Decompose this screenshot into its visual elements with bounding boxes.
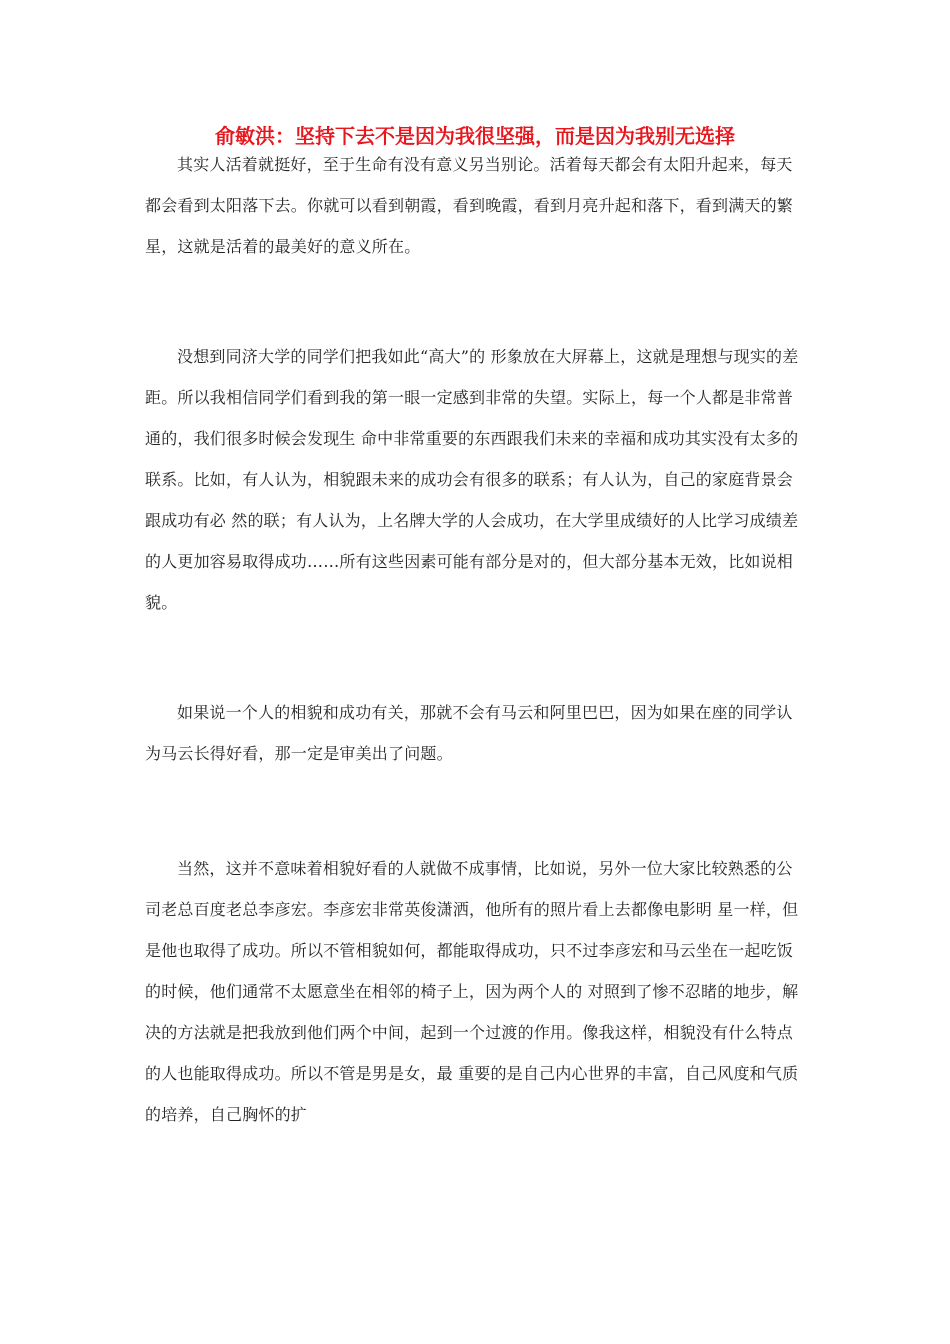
- paragraph-1: 其实人活着就挺好，至于生命有没有意义另当别论。活着每天都会有太阳升起来，每天都会看到太阳落下去。你就可以看到朝霞，看到晚霞，看到月亮升起和落下，看到满天的繁星，这就是活着的最美好的意义所在。: [145, 155, 794, 256]
- paragraph-3: 如果说一个人的相貌和成功有关，那就不会有马云和阿里巴巴，因为如果在座的同学认为马云长得好看，那一定是审美出了问题。: [145, 703, 793, 763]
- article-title: 俞敏洪：坚持下去不是因为我很坚强，而是因为我别无选择: [215, 124, 735, 148]
- paragraph-4: 当然，这并不意味着相貌好看的人就做不成事情，比如说，另外一位大家比较熟悉的公司老总百度老总李彦宏。李彦宏非常英俊潇洒，他所有的照片看上去都像电影明 星一样，但是他也取得了成功。所以不管相貌如何，都能取得成功，只不过李彦宏和马云坐在一起吃饭的时候，他们通常不太愿意坐在相邻的椅子上，因为两个人的 对照到了惨不忍睹的地步，解决的方法就是把我放到他们两个中间，起到一个过渡的作用。像我这样，相貌没有什么特点的人也能取得成功。所以不管是男是女，最 重要的是自己内心世界的丰富，自己风度和气质的培养，自己胸怀的扩: [145, 859, 799, 1124]
- paragraph-2: 没想到同济大学的同学们把我如此“高大”的 形象放在大屏幕上，这就是理想与现实的差距。所以我相信同学们看到我的第一眼一定感到非常的失望。实际上，每一个人都是非常普通的，我们很多时候会发现生 命中非常重要的东西跟我们未来的幸福和成功其实没有太多的联系。比如，有人认为，相貌跟未来的成功会有很多的联系；有人认为，自己的家庭背景会跟成功有必 然的联；有人认为，上名牌大学的人会成功，在大学里成绩好的人比学习成绩差的人更加容易取得成功……所有这些因素可能有部分是对的，但大部分基本无效，比如说相貌。: [145, 347, 799, 612]
